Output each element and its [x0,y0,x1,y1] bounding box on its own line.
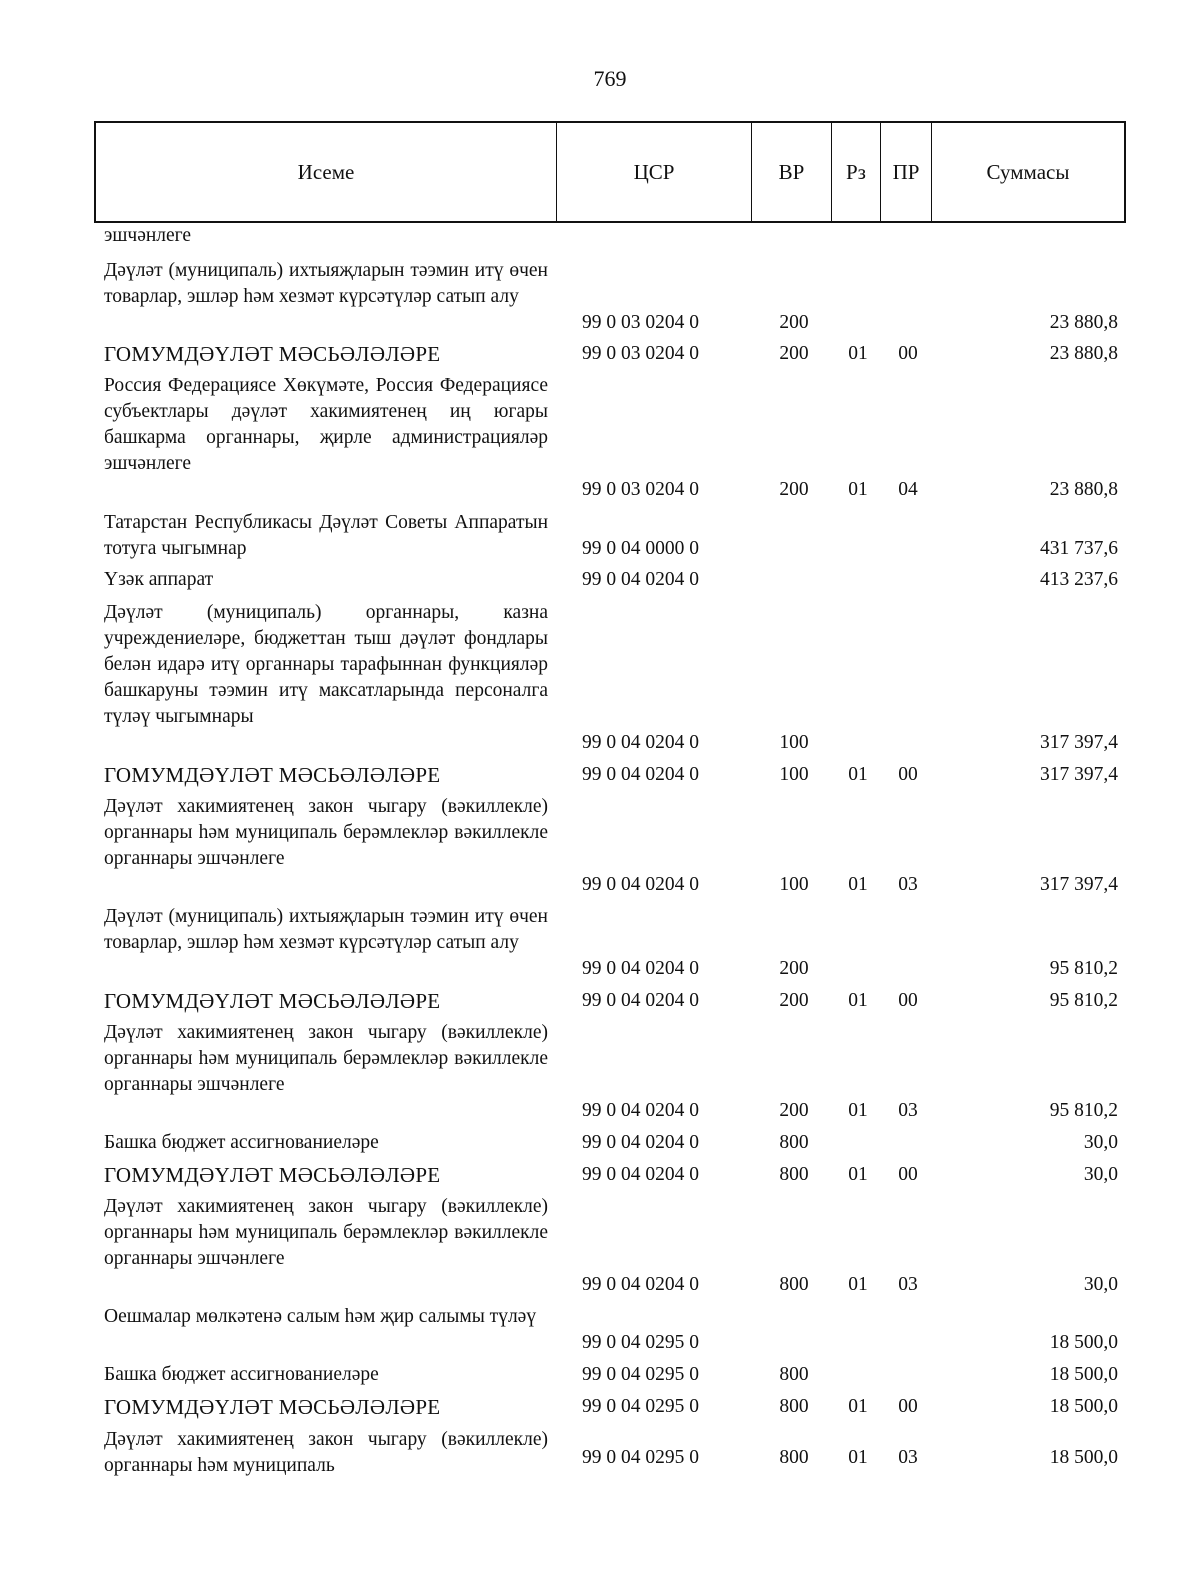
row-vr: 800 [779,1164,809,1185]
row-name: ГОМУМДӘҮЛӘТ МӘСЬӘЛӘЛӘРЕ [104,989,441,1013]
row-name: Дәүләт (муниципаль) органнары, казна учреждениеләре, бюджеттан тыш дәүләт фондлары белән идарә итү органнары тарафыннан функцияләр башкаруны тәэмин итү максатларында персоналга түләү чыгымнары [104,602,548,727]
row-csr: 99 0 04 0204 0 [582,569,699,590]
row-csr: 99 0 04 0204 0 [582,1164,699,1185]
row-pr: 04 [898,479,918,500]
row-name: Дәүләт (муниципаль) ихтыяҗларын тәэмин итү өчен товарлар, эшләр һәм хезмәт күрсәтүләр сатып алу [104,260,548,307]
row-pr: 03 [898,1274,918,1295]
column-header-rz: Рз [832,123,881,221]
row-sum: 413 237,6 [1040,569,1118,590]
table-header [94,121,1126,223]
row-csr: 99 0 04 0204 0 [582,1274,699,1295]
row-name: Россия Федерациясе Хөкүмәте, Россия Федерациясе субъектлары дәүләт хакимиятенең иң югары башкарма органнары, җирле администрацияләр эшчәнлеге [104,375,548,474]
row-name: Үзәк аппарат [104,569,214,590]
row-rz: 01 [848,990,868,1011]
row-vr: 200 [779,958,809,979]
row-pr: 00 [898,343,918,364]
row-sum: 23 880,8 [1049,312,1118,333]
row-rz: 01 [848,1396,868,1417]
row-csr: 99 0 04 0204 0 [582,1132,699,1153]
row-csr: 99 0 04 0295 0 [582,1332,699,1353]
row-vr: 200 [779,312,809,333]
row-csr: 99 0 03 0204 0 [582,479,699,500]
row-pr: 03 [898,874,918,895]
row-name: Дәүләт хакимиятенең закон чыгару (вәкиллекле) органнары һәм муниципаль берәмлекләр вәкиллекле органнары эшчәнлеге [104,1196,548,1269]
row-rz: 01 [848,874,868,895]
row-pr: 00 [898,990,918,1011]
row-sum: 30,0 [1083,1164,1118,1185]
row-csr: 99 0 04 0295 0 [582,1364,699,1385]
row-pr: 03 [898,1100,918,1121]
row-rz: 01 [848,1100,868,1121]
row-sum: 317 397,4 [1040,764,1118,785]
row-name: ГОМУМДӘҮЛӘТ МӘСЬӘЛӘЛӘРЕ [104,342,441,366]
row-sum: 18 500,0 [1049,1447,1118,1468]
row-sum: 18 500,0 [1049,1396,1118,1417]
row-vr: 100 [779,732,809,753]
row-name: Башка бюджет ассигнованиеләре [104,1364,379,1385]
row-csr: 99 0 03 0204 0 [582,343,699,364]
row-name: ГОМУМДӘҮЛӘТ МӘСЬӘЛӘЛӘРЕ [104,1395,441,1419]
page-number: 769 [593,66,627,91]
row-pr: 00 [898,764,918,785]
row-name: Дәүләт (муниципаль) ихтыяҗларын тәэмин итү өчен товарлар, эшләр һәм хезмәт күрсәтүләр сатып алу [104,906,548,953]
row-sum: 30,0 [1083,1132,1118,1153]
row-vr: 200 [779,990,809,1011]
row-csr: 99 0 04 0204 0 [582,990,699,1011]
column-header-vr: ВР [752,123,832,221]
row-sum: 18 500,0 [1049,1364,1118,1385]
row-vr: 800 [779,1364,809,1385]
row-pr: 03 [898,1447,918,1468]
row-sum: 317 397,4 [1040,874,1118,895]
row-vr: 100 [779,874,809,895]
row-name: Оешмалар мөлкәтенә салым һәм җир салымы түләү [104,1306,537,1327]
row-rz: 01 [848,1447,868,1468]
row-csr: 99 0 04 0204 0 [582,1100,699,1121]
row-rz: 01 [848,479,868,500]
row-sum: 30,0 [1083,1274,1118,1295]
row-sum: 95 810,2 [1049,1100,1118,1121]
row-csr: 99 0 04 0204 0 [582,732,699,753]
row-sum: 18 500,0 [1049,1332,1118,1353]
row-vr: 800 [779,1447,809,1468]
row-sum: 23 880,8 [1049,479,1118,500]
row-name: эшчәнлеге [104,225,192,246]
row-vr: 200 [779,1100,809,1121]
row-vr: 800 [779,1396,809,1417]
row-rz: 01 [848,1164,868,1185]
row-vr: 200 [779,343,809,364]
row-csr: 99 0 04 0000 0 [582,538,699,559]
row-name: ГОМУМДӘҮЛӘТ МӘСЬӘЛӘЛӘРЕ [104,763,441,787]
row-vr: 100 [779,764,809,785]
row-csr: 99 0 04 0204 0 [582,764,699,785]
row-rz: 01 [848,1274,868,1295]
row-sum: 317 397,4 [1040,732,1118,753]
row-name: Татарстан Республикасы Дәүләт Советы Аппаратын тотуга чыгымнар [104,512,548,559]
row-csr: 99 0 03 0204 0 [582,312,699,333]
row-vr: 800 [779,1274,809,1295]
column-header-name: Исеме [96,123,557,221]
row-pr: 00 [898,1164,918,1185]
row-sum: 95 810,2 [1049,990,1118,1011]
column-header-csr: ЦСР [557,123,752,221]
row-sum: 23 880,8 [1049,343,1118,364]
row-name: Дәүләт хакимиятенең закон чыгару (вәкиллекле) органнары һәм муниципаль берәмлекләр вәкиллекле органнары эшчәнлеге [104,796,548,869]
row-csr: 99 0 04 0204 0 [582,874,699,895]
row-vr: 800 [779,1132,809,1153]
column-header-pr: ПР [881,123,932,221]
row-name: ГОМУМДӘҮЛӘТ МӘСЬӘЛӘЛӘРЕ [104,1163,441,1187]
row-name: Дәүләт хакимиятенең закон чыгару (вәкиллекле) органнары һәм муниципаль берәмлекләр вәкиллекле органнары эшчәнлеге [104,1022,548,1095]
row-name: Дәүләт хакимиятенең закон чыгару (вәкиллекле) органнары һәм муниципаль [104,1429,548,1476]
row-sum: 95 810,2 [1049,958,1118,979]
row-csr: 99 0 04 0204 0 [582,958,699,979]
row-name: Башка бюджет ассигнованиеләре [104,1132,379,1153]
row-csr: 99 0 04 0295 0 [582,1447,699,1468]
row-rz: 01 [848,343,868,364]
column-header-sum: Суммасы [986,159,1070,184]
row-vr: 200 [779,479,809,500]
row-sum: 431 737,6 [1040,538,1118,559]
row-pr: 00 [898,1396,918,1417]
row-rz: 01 [848,764,868,785]
row-csr: 99 0 04 0295 0 [582,1396,699,1417]
